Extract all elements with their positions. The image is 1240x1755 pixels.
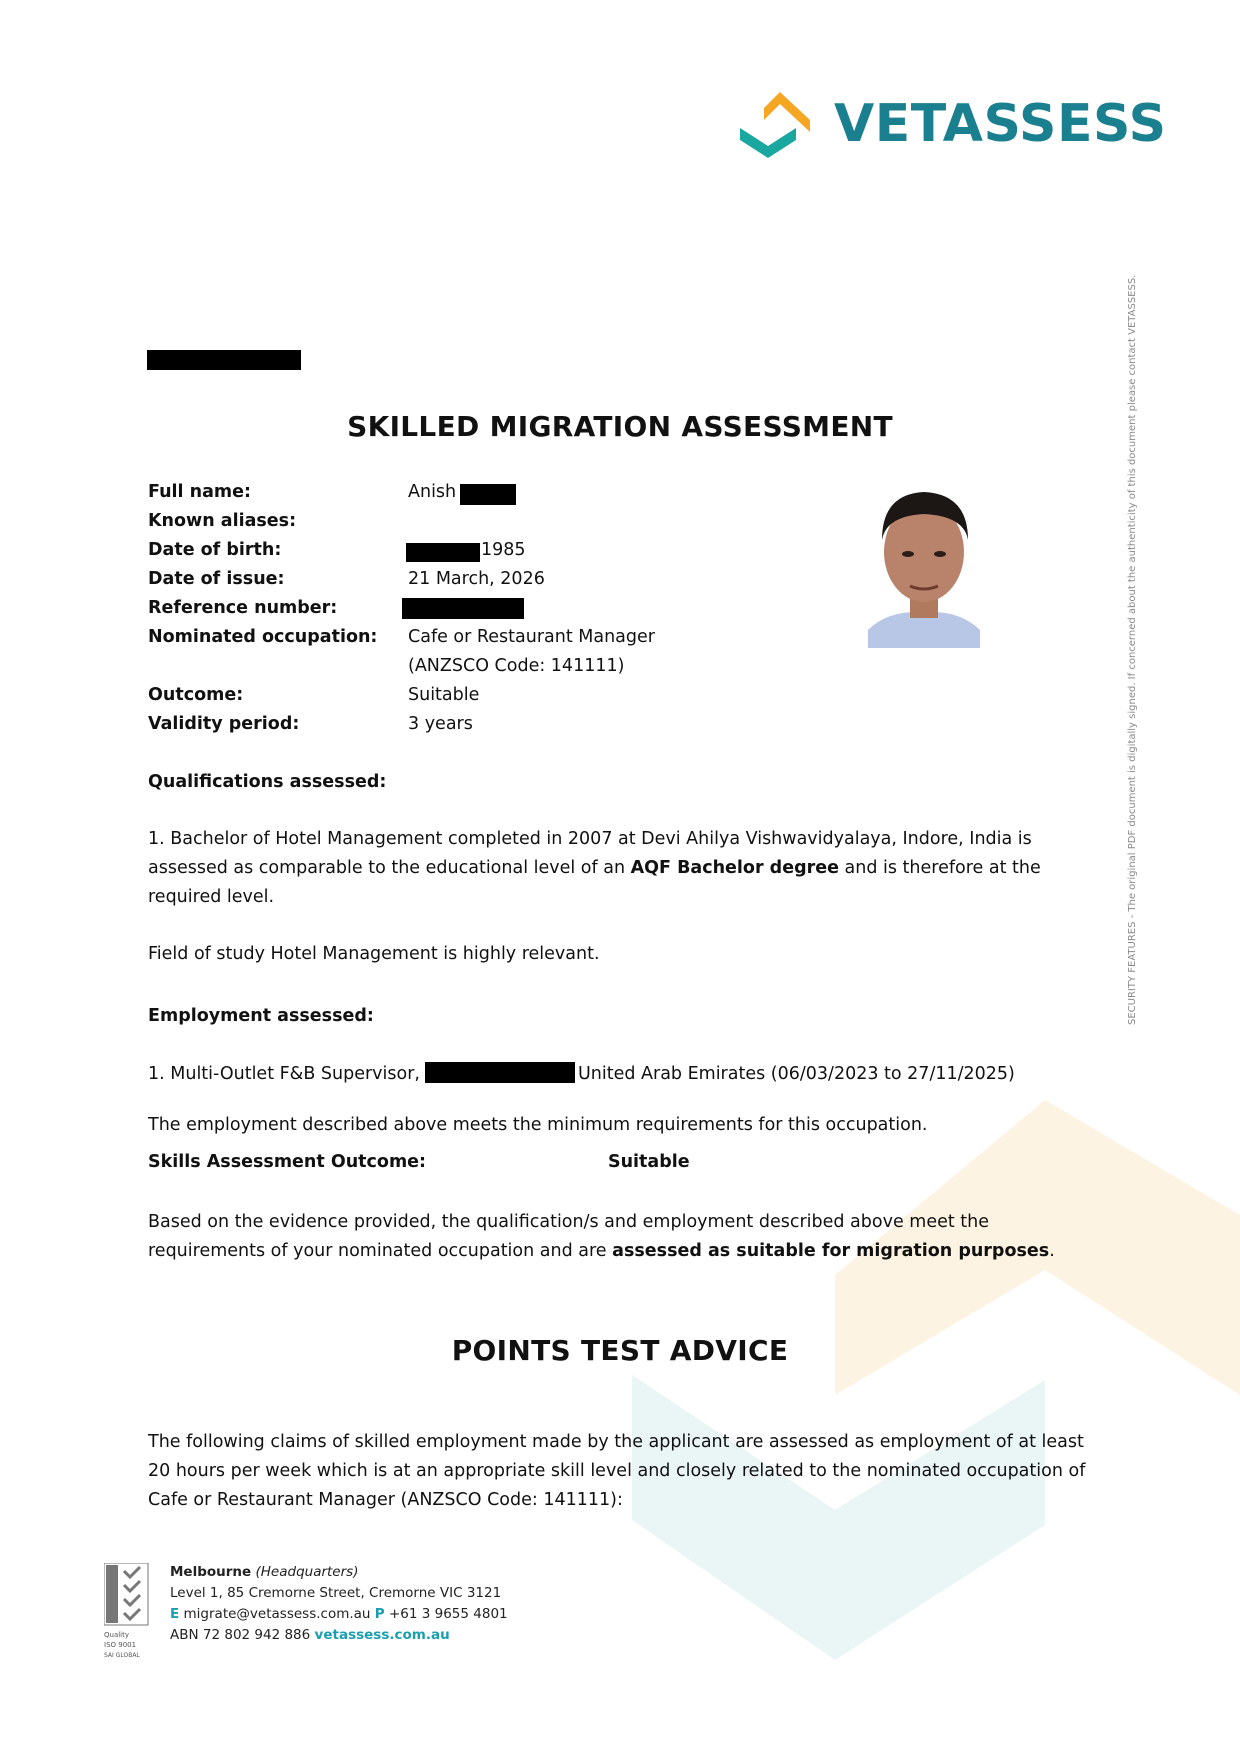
svg-text:ISO 9001: ISO 9001 xyxy=(104,1641,137,1649)
issue-date-label: Date of issue: xyxy=(148,569,285,589)
skills-outcome-value: Suitable xyxy=(608,1152,690,1172)
employment-heading: Employment assessed: xyxy=(148,1006,374,1026)
points-title: POINTS TEST ADVICE xyxy=(451,1334,789,1367)
issue-date-value: 21 March, 2026 xyxy=(408,569,545,589)
dob-label: Date of birth: xyxy=(148,540,282,560)
watermark-teal-chevron xyxy=(632,1375,1045,1660)
validity-value: 3 years xyxy=(408,714,473,734)
security-features-note: SECURITY FEATURES - The original PDF document is digitally signed. If concerned about the authenticity of this document please contact VETASSESS. xyxy=(1127,274,1138,1025)
svg-text:Quality: Quality xyxy=(104,1631,130,1639)
full-name-label: Full name: xyxy=(148,482,252,502)
qualification-item: 1. Bachelor of Hotel Management completed in 2007 at Devi Ahilya Vishwavidyalaya, Indore, India is assessed as comparable to the educational level of an AQF Bachelor degree and is therefore at the required level. xyxy=(148,829,1041,907)
footer-phone: +61 3 9655 4801 xyxy=(388,1606,508,1622)
footer-website-link[interactable]: vetassess.com.au xyxy=(314,1627,450,1643)
field-of-study: Field of study Hotel Management is highly relevant. xyxy=(148,944,600,964)
svg-text:SAI GLOBAL: SAI GLOBAL xyxy=(104,1652,140,1659)
redacted-employer xyxy=(425,1062,575,1083)
employment-meets: The employment described above meets the minimum requirements for this occupation. xyxy=(148,1115,928,1135)
page-title: SKILLED MIGRATION ASSESSMENT xyxy=(347,410,893,443)
outcome-value: Suitable xyxy=(408,685,480,705)
occupation-value: Cafe or Restaurant Manager xyxy=(408,627,655,647)
footer-address: Melbourne (Headquarters) Level 1, 85 Cremorne Street, Cremorne VIC 3121 E migrate@vetassess.com.au P +61 3 9655 4801 ABN 72 802 942 886 vetassess.com.au xyxy=(170,1564,508,1643)
footer-email[interactable]: migrate@vetassess.com.au xyxy=(183,1606,371,1622)
known-aliases-label: Known aliases: xyxy=(148,511,297,531)
dob-value: 1985 xyxy=(481,540,526,560)
occupation-code: (ANZSCO Code: 141111) xyxy=(408,656,625,676)
outcome-label: Outcome: xyxy=(148,685,244,705)
reference-label: Reference number: xyxy=(148,598,338,618)
points-paragraph: The following claims of skilled employment made by the applicant are assessed as employment of at least 20 hours per week which is at an appropriate skill level and closely related to the nominated occupation of Cafe or Restaurant Manager (ANZSCO Code: 141111): xyxy=(148,1432,1086,1510)
logo-wordmark: VETASSESS xyxy=(834,94,1167,154)
full-name-value: Anish xyxy=(408,482,457,502)
vetassess-logo xyxy=(738,90,1167,158)
skills-outcome-label: Skills Assessment Outcome: xyxy=(148,1152,427,1172)
iso-certification-badge xyxy=(104,1563,150,1667)
qualifications-heading: Qualifications assessed: xyxy=(148,772,387,792)
redacted-dob xyxy=(406,543,480,562)
occupation-label: Nominated occupation: xyxy=(148,627,378,647)
redacted-block xyxy=(147,350,301,370)
redacted-reference xyxy=(402,598,524,619)
conclusion-paragraph: Based on the evidence provided, the qualification/s and employment described above meet the requirements of your nominated occupation and are assessed as suitable for migration purposes. xyxy=(148,1212,1055,1261)
redacted-surname xyxy=(460,484,516,505)
vetassess-logo-icon xyxy=(738,90,814,158)
employment-item: 1. Multi-Outlet F&B Supervisor, United Arab Emirates (06/03/2023 to 27/11/2025) xyxy=(148,1064,1015,1084)
applicant-photo xyxy=(868,480,980,648)
validity-label: Validity period: xyxy=(148,714,300,734)
